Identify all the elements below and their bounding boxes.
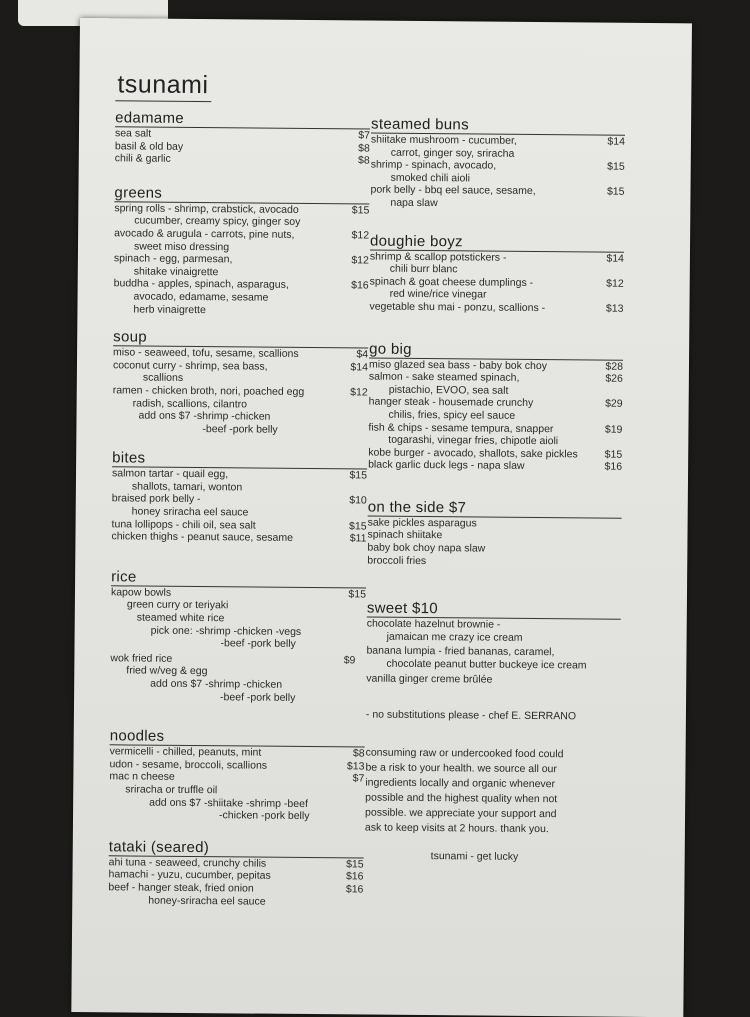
price: $15 xyxy=(348,520,367,533)
section-edamame xyxy=(115,110,370,167)
dessert-line: chocolate peanut butter buckeye ice cream xyxy=(386,657,587,672)
section-on-the-side xyxy=(367,499,622,569)
title-underline xyxy=(115,100,211,102)
section-bites xyxy=(111,451,367,546)
price: $13 xyxy=(605,302,624,315)
section-heading: on the side $7 xyxy=(368,499,622,518)
menu-item: beef - hanger steak, fried onion $16 xyxy=(108,881,364,896)
price: $15 xyxy=(606,185,625,199)
price: $28 xyxy=(605,360,624,373)
addon-line: add ons $7 -shiitake -shrimp -beef xyxy=(149,796,308,810)
price: $14 xyxy=(607,135,625,148)
disclaimer-line: be a risk to your health. we source all our xyxy=(365,761,557,776)
menu-item: hanger steak - housemade crunchy chilis, fries, spicy eel sauce $29 xyxy=(368,395,623,422)
price: $13 xyxy=(346,760,365,773)
item-detail: steamed white rice xyxy=(136,611,225,625)
menu-item: vermicelli - chilled, peanuts, mint $8 xyxy=(109,745,365,760)
menu-item: basil & old bay $8 xyxy=(114,139,370,155)
item-detail: sriracha or truffle oil xyxy=(125,783,218,797)
menu-item: black garlic duck legs - napa slaw $16 xyxy=(368,458,623,474)
disclaimer xyxy=(365,745,620,837)
menu-item: chicken thighs - peanut sauce, sesame $11 xyxy=(111,530,367,545)
disclaimer-line: possible. we appreciate your support and xyxy=(365,806,557,821)
dessert-line: jamaican me crazy ice cream xyxy=(386,630,523,644)
menu-item: spring rolls - shrimp, crabstick, avocado cucumber, creamy spicy, ginger soy $15 xyxy=(114,202,370,229)
item-detail: fried w/veg & egg xyxy=(126,664,208,678)
menu-item: chili & garlic $8 xyxy=(114,152,370,167)
price: $4 xyxy=(356,348,369,361)
price: $7 xyxy=(352,772,365,785)
dessert-line: chocolate hazelnut brownie - xyxy=(366,617,501,631)
menu-item: fish & chips - sesame tempura, snapper togarashi, vinegar fries, chipotle aioli $19 xyxy=(368,421,623,448)
menu-item: ramen - chicken broth, nori, poached egg radish, scallions, cilantro $12 xyxy=(112,384,368,410)
price: $8 xyxy=(358,154,370,167)
menu-item: salmon - sake steamed spinach, pistachio, EVOO, sea salt $26 xyxy=(368,370,623,397)
side-line: baby bok choy napa slaw xyxy=(367,541,486,555)
price: $16 xyxy=(345,870,364,883)
price: $12 xyxy=(351,254,369,267)
menu-item: kapow bowls $15 xyxy=(110,586,367,601)
section-go-big xyxy=(368,341,623,474)
price: $7 xyxy=(358,129,371,142)
section-noodles xyxy=(109,728,365,823)
menu-item: tuna lollipops - chili oil, sea salt $15 xyxy=(111,517,367,533)
price: $12 xyxy=(351,229,370,242)
menu-item: sea salt $7 xyxy=(114,127,371,142)
item-detail: pick one: -shrimp -chicken -vegs xyxy=(150,624,302,638)
section-rice xyxy=(110,569,366,705)
section-sweet xyxy=(366,601,621,687)
menu-item: spinach - egg, parmesan, shitake vinaigrette $12 xyxy=(113,252,369,278)
menu-item: shiitake mushroom - cucumber, carrot, ginger soy, sriracha $14 xyxy=(370,133,625,160)
section-heading: tataki (seared) xyxy=(109,839,364,858)
menu-item: shrimp & scallop potstickers - chili burr blanc $14 xyxy=(369,250,624,276)
menu-item: miso - seaweed, tofu, sesame, scallions $4 xyxy=(113,346,369,361)
menu-item: shrimp - spinach, avocado, smoked chili aioli $15 xyxy=(370,158,625,185)
disclaimer-line: consuming raw or undercooked food could xyxy=(365,746,564,761)
menu-item: hamachi - yuzu, cucumber, pepitas $16 xyxy=(108,868,364,883)
dessert-line: banana lumpia - fried bananas, caramel, xyxy=(366,644,555,659)
disclaimer-line: possible and the highest quality when not xyxy=(365,791,558,806)
menu-item: mac n cheese $7 xyxy=(109,770,365,785)
menu-item: miso glazed sea bass - baby bok choy $28 xyxy=(368,358,624,373)
price: $15 xyxy=(346,858,364,871)
section-heading: noodles xyxy=(110,728,365,747)
section-steamed-buns xyxy=(370,117,625,212)
section-heading: rice xyxy=(111,569,366,588)
side-line: sake pickles asparagus xyxy=(367,516,477,530)
price: $15 xyxy=(607,160,625,173)
price: $16 xyxy=(351,279,369,292)
section-heading: sweet $10 xyxy=(367,601,621,620)
price: $11 xyxy=(349,532,367,545)
price: $16 xyxy=(345,883,364,896)
menu-item: buddha - apples, spinach, asparagus, avocado, edamame, sesame herb vinaigrette $16 xyxy=(113,277,369,316)
price: $9 xyxy=(343,654,356,667)
price: $14 xyxy=(606,252,624,265)
item-detail: honey-sriracha eel sauce xyxy=(148,894,266,908)
section-heading: go big xyxy=(369,341,623,360)
menu-item: spinach & goat cheese dumplings - red wine/rice vinegar $12 xyxy=(369,275,624,301)
price: $15 xyxy=(351,204,370,217)
section-heading: greens xyxy=(114,185,369,204)
menu-item: avocado & arugula - carrots, pine nuts, sweet miso dressing $12 xyxy=(114,227,370,253)
disclaimer-line: ask to keep visits at 2 hours. thank you. xyxy=(364,821,549,835)
price: $12 xyxy=(350,386,368,399)
section-doughie-boyz xyxy=(369,233,624,315)
price: $12 xyxy=(606,277,624,290)
addon-line: add ons $7 -shrimp -chicken xyxy=(150,677,283,691)
addon-line: -beef -pork belly xyxy=(202,422,278,436)
price: $16 xyxy=(604,460,623,474)
price: $14 xyxy=(350,361,369,374)
section-heading: doughie boyz xyxy=(370,233,624,252)
menu-item: ahi tuna - seaweed, crunchy chilis $15 xyxy=(108,856,364,871)
item-detail: green curry or teriyaki xyxy=(126,598,229,612)
section-tataki xyxy=(108,839,364,909)
menu-item: coconut curry - shrimp, sea bass, scallions $14 xyxy=(112,359,369,385)
side-line: broccoli fries xyxy=(367,554,427,567)
section-heading: steamed buns xyxy=(371,117,625,136)
tagline: tsunami - get lucky xyxy=(430,849,519,863)
menu-paper xyxy=(71,18,692,1017)
price: $8 xyxy=(358,142,370,155)
menu-item: pork belly - bbq eel sauce, sesame, napa slaw $15 xyxy=(370,183,625,210)
menu-item: braised pork belly - honey sriracha eel sauce $10 xyxy=(111,492,367,519)
right-column xyxy=(365,117,625,865)
price: $15 xyxy=(349,469,368,482)
addon-line: -beef -pork belly xyxy=(220,690,296,704)
left-column xyxy=(108,110,370,908)
price: $15 xyxy=(604,448,623,461)
section-soup xyxy=(112,329,368,436)
dessert-line: vanilla ginger creme brûlée xyxy=(366,672,493,686)
no-substitutions-note: - no substitutions please - chef E. SERRANO xyxy=(365,708,577,723)
menu-title: tsunami xyxy=(117,70,209,100)
section-heading: soup xyxy=(113,329,368,348)
disclaimer-line: ingredients locally and organic whenever xyxy=(365,776,556,790)
price: $10 xyxy=(349,494,367,507)
item-detail: -beef -pork belly xyxy=(220,637,296,651)
price: $19 xyxy=(604,423,623,436)
addon-line: -chicken -pork belly xyxy=(218,809,310,823)
price: $29 xyxy=(605,397,623,411)
menu-item: wok fried rice $9 xyxy=(110,652,356,667)
side-line: spinach shiitake xyxy=(367,528,443,542)
price: $26 xyxy=(605,372,623,385)
section-greens xyxy=(113,185,369,318)
menu-item: salmon tartar - quail egg, shallots, tamari, wonton $15 xyxy=(111,467,368,494)
menu-item: kobe burger - avocado, shallots, sake pickles $15 xyxy=(368,446,623,461)
addon-line: add ons $7 -shrimp -chicken xyxy=(138,409,271,423)
price: $15 xyxy=(348,588,367,601)
menu-item: vegetable shu mai - ponzu, scallions - $13 xyxy=(369,300,624,315)
section-heading: edamame xyxy=(115,110,370,129)
price: $8 xyxy=(352,747,365,760)
menu-item: udon - sesame, broccoli, scallions $13 xyxy=(109,758,365,773)
section-heading: bites xyxy=(112,451,367,470)
